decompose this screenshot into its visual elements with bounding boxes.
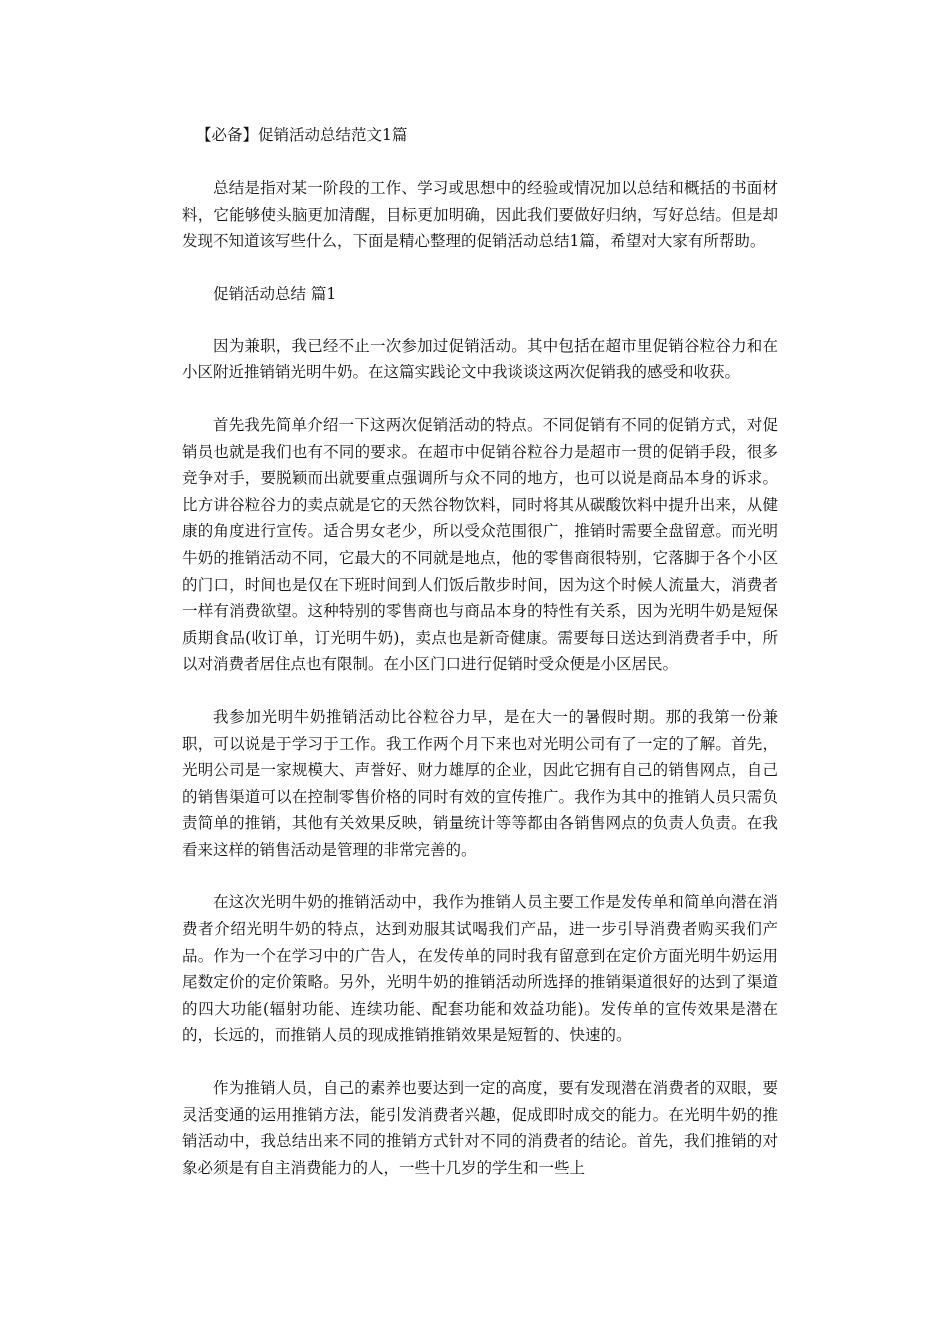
section-heading: 促销活动总结 篇1 [213, 284, 337, 303]
body-paragraph-4: 在这次光明牛奶的推销活动中，我作为推销人员主要工作是发传单和简单向潜在消费者介绍光明牛奶的特点，达到劝服其试喝我们产品，进一步引导消费者购买我们产品。作为一个在学习中的广告人，在发传单的同时我有留意到在定价方面光明牛奶运用尾数定价的定价策略。另外，光明牛奶的推销活动所选择的推销渠道很好的达到了渠道的四大功能(辐射功能、连续功能、配套功能和效益功能)。发传单的宣传效果是潜在的，长远的，而推销人员的现成推销推销效果是短暂的、快速的。 [182, 893, 778, 1045]
body-paragraph-1: 因为兼职，我已经不止一次参加过促销活动。其中包括在超市里促销谷粒谷力和在小区附近推销销光明牛奶。在这篇实践论文中我谈谈这两次促销我的感受和收获。 [182, 336, 778, 382]
document-title: 【必备】促销活动总结范文1篇 [196, 126, 408, 144]
body-paragraph-3: 我参加光明牛奶推销活动比谷粒谷力早，是在大一的暑假时期。那的我第一份兼职，可以说是于学习于工作。我工作两个月下来也对光明公司有了一定的了解。首先，光明公司是一家规模大、声誉好、财力雄厚的企业，因此它拥有自己的销售网点，自己的销售渠道可以在控制零售价格的同时有效的宣传推广。我作为其中的推销人员只需负责简单的推销，其他有关效果反映，销量统计等等都由各销售网点的负责人负责。在我看来这样的销售活动是管理的非常完善的。 [182, 707, 778, 859]
body-paragraph-2: 首先我先简单介绍一下这两次促销活动的特点。不同促销有不同的促销方式，对促销员也就是我们也有不同的要求。在超市中促销谷粒谷力是超市一贯的促销手段，很多竞争对手，要脱颖而出就要重点强调所与众不同的地方，也可以说是商品本身的诉求。比方讲谷粒谷力的卖点就是它的天然谷物饮料，同时将其从碳酸饮料中提升出来，从健康的角度进行宣传。适合男女老少，所以受众范围很广，推销时需要全盘留意。而光明牛奶的推销活动不同，它最大的不同就是地点，他的零售商很特别，它落脚于各个小区的门口，时间也是仅在下班时间到人们饭后散步时间，因为这个时候人流量大，消费者一样有消费欲望。这种特别的零售商也与商品本身的特性有关系，因为光明牛奶是短保质期食品(收订单，订光明牛奶)，卖点也是新奇健康。需要每日送达到消费者手中，所以对消费者居住点也有限制。在小区门口进行促销时受众便是小区居民。 [182, 415, 778, 674]
document-page [182, 122, 778, 1207]
body-paragraph-5: 作为推销人员，自己的素养也要达到一定的高度，要有发现潜在消费者的双眼，要灵活变通的运用推销方法，能引发消费者兴趣，促成即时成交的能力。在光明牛奶的推销活动中，我总结出来不同的推销方式针对不同的消费者的结论。首先，我们推销的对象必须是有自主消费能力的人，一些十几岁的学生和一些上 [182, 1079, 778, 1177]
intro-paragraph: 总结是指对某一阶段的工作、学习或思想中的经验或情况加以总结和概括的书面材料，它能够使头脑更加清醒，目标更加明确，因此我们要做好归纳，写好总结。但是却发现不知道该写些什么，下面是精心整理的促销活动总结1篇，希望对大家有所帮助。 [182, 179, 778, 251]
